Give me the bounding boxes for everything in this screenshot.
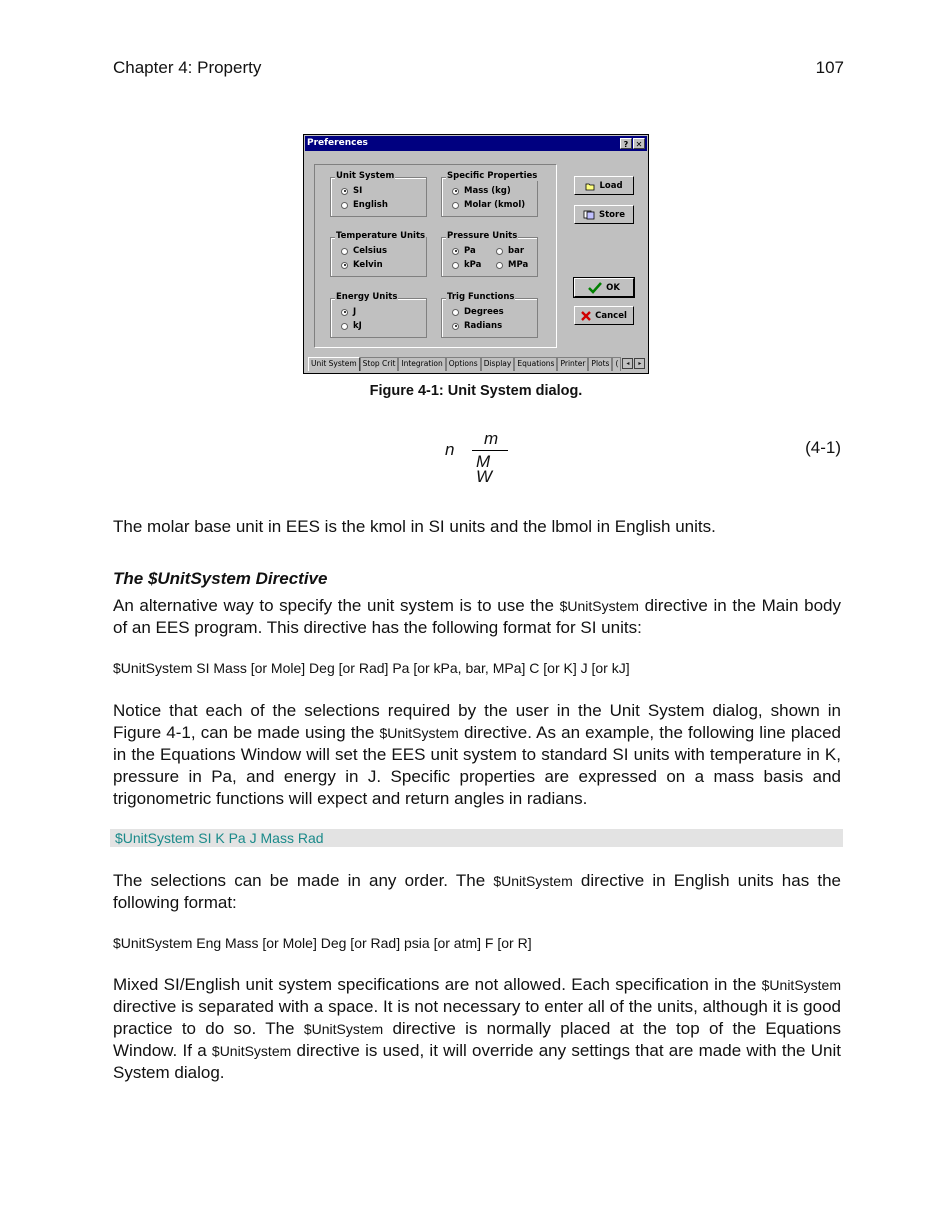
tab-display[interactable]: Display [481,357,515,371]
dialog-tabs [308,357,646,371]
chapter-header: Chapter 4: Property [113,58,262,77]
radio-icon [496,248,503,255]
radio-icon [341,202,348,209]
section-heading: The $UnitSystem Directive [113,569,328,588]
close-button[interactable]: ✕ [633,138,645,149]
dialog-titlebar [305,136,647,151]
specific-properties-group-title: Specific Properties [447,171,538,181]
radio-pa[interactable]: Pa [452,246,476,256]
radio-mpa[interactable]: MPa [496,260,528,270]
store-button[interactable]: Store [574,205,634,224]
inline-code: $UnitSystem [379,725,459,741]
english-format-line: $UnitSystem Eng Mass [or Mole] Deg [or Rad] psia [or atm] F [or R] [113,935,532,951]
preferences-dialog [303,134,649,374]
tab-equations[interactable]: Equations [514,357,557,371]
temperature-units-group-title: Temperature Units [336,231,426,241]
tab-scroll-right-icon[interactable]: ▸ [634,358,645,369]
paragraph-notice: Notice that each of the selections required by the user in the Unit System dialog, shown in Figure 4-1, can be made using the $UnitSystem directive. As an example, the following line placed in the Equations Window will set the EES unit system to standard SI units with temperature in K, pressure in Pa, and energy in J. Specific properties are expressed on a mass basis and trigonometric functions will expect and return angles in radians. [113,701,841,808]
radio-icon [452,202,459,209]
paragraph-selections: The selections can be made in any order. The $UnitSystem directive in English units has the following format: [113,871,841,912]
tab-integration[interactable]: Integration [398,357,445,371]
tab-options[interactable]: Options [446,357,481,371]
cancel-button[interactable]: Cancel [574,306,634,325]
radio-si[interactable]: SI [341,186,362,196]
temperature-units-group [330,231,427,277]
paragraph-alternative: An alternative way to specify the unit system is to use the $UnitSystem directive in the Main body of an EES program. This directive has the following format for SI units: [113,596,841,637]
radio-selected-icon [341,262,348,269]
dialog-title: Preferences [307,138,368,148]
radio-molar[interactable]: Molar (kmol) [452,200,525,210]
radio-icon [452,262,459,269]
radio-j[interactable]: J [341,307,356,317]
radio-icon [341,248,348,255]
x-icon [581,311,591,321]
code-example: $UnitSystem SI K Pa J Mass Rad [115,830,324,846]
radio-degrees[interactable]: Degrees [452,307,504,317]
equation-lhs: n [445,440,455,459]
energy-units-group [330,292,427,338]
energy-units-group-title: Energy Units [336,292,398,302]
unit-system-panel [314,164,557,348]
inline-code: $UnitSystem [559,598,639,614]
page-number: 107 [815,58,844,77]
equation-number: (4-1) [805,438,841,457]
radio-icon [452,309,459,316]
trig-functions-group [441,292,538,338]
help-button[interactable]: ? [620,138,632,149]
unit-system-group [330,171,427,217]
folder-icon [585,181,595,191]
load-button[interactable]: Load [574,176,634,195]
ok-button[interactable]: OK [574,278,634,297]
figure-caption: Figure 4-1: Unit System dialog. [369,383,583,399]
tab-plots[interactable]: Plots [588,357,612,371]
paragraph-mixed: Mixed SI/English unit system specifications are not allowed. Each specification in the $UnitSystem directive is separated with a space. It is not necessary to enter all of the units, although it is good practice to do so. The $UnitSystem directive is normally placed at the top of the Equations Window. If a $UnitSystem directive is used, it will override any settings that are made with the Unit System dialog. [113,975,841,1082]
radio-radians[interactable]: Radians [452,321,502,331]
pressure-units-group [441,231,538,277]
radio-celsius[interactable]: Celsius [341,246,387,256]
radio-mass[interactable]: Mass (kg) [452,186,511,196]
radio-english[interactable]: English [341,200,388,210]
inline-code: $UnitSystem [303,1021,384,1037]
radio-bar[interactable]: bar [496,246,524,256]
disk-icon [583,210,595,220]
fraction-bar [472,450,508,451]
specific-properties-group [441,171,538,217]
radio-kj[interactable]: kJ [341,321,362,331]
radio-icon [341,323,348,330]
equation-numerator: m [484,429,499,448]
radio-selected-icon [452,248,459,255]
equation-denominator-w: W [476,467,493,486]
radio-selected-icon [452,323,459,330]
tab-scroll-left-icon[interactable]: ◂ [622,358,633,369]
radio-icon [496,262,503,269]
checkmark-icon [588,282,602,294]
inline-code: $UnitSystem [761,977,841,993]
inline-code: $UnitSystem [211,1043,292,1059]
radio-kelvin[interactable]: Kelvin [341,260,383,270]
pressure-units-group-title: Pressure Units [447,231,518,241]
si-format-line: $UnitSystem SI Mass [or Mole] Deg [or Rad] Pa [or kPa, bar, MPa] C [or K] J [or kJ] [113,660,630,676]
radio-selected-icon [452,188,459,195]
inline-code: $UnitSystem [493,873,573,889]
tab-printer[interactable]: Printer [557,357,588,371]
trig-functions-group-title: Trig Functions [447,292,515,302]
tab-stop-crit[interactable]: Stop Crit [360,357,399,371]
unit-system-group-title: Unit System [336,171,395,181]
radio-selected-icon [341,309,348,316]
equation-denominator-m: M [476,452,491,471]
paragraph-molar-base: The molar base unit in EES is the kmol in SI units and the lbmol in English units. [113,517,716,536]
tab-more[interactable]: ( [612,357,621,371]
tab-unit-system[interactable]: Unit System [308,357,360,371]
radio-selected-icon [341,188,348,195]
radio-kpa[interactable]: kPa [452,260,481,270]
